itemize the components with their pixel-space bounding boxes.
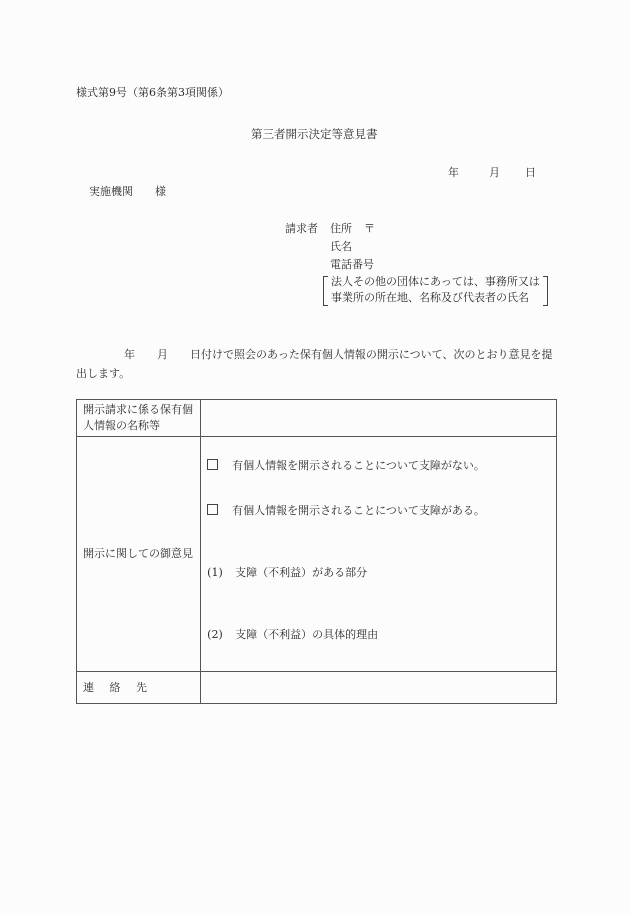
contact-input[interactable] bbox=[201, 672, 557, 704]
date-year: 年 bbox=[448, 166, 459, 179]
subitem-number: (2) bbox=[207, 628, 223, 641]
name-field[interactable]: 氏名 bbox=[330, 240, 352, 253]
option-text: 有個人情報を開示されることについて支障がない。 bbox=[232, 459, 485, 472]
table-row bbox=[77, 400, 557, 437]
note-line-1: 法人その他の団体にあっては、事務所又は bbox=[331, 275, 540, 288]
opinion-label: 開示に関しての御意見 bbox=[77, 437, 201, 672]
subitem-objection-reason[interactable] bbox=[207, 626, 378, 642]
postal-mark: 〒 bbox=[364, 222, 375, 235]
subitem-objection-part[interactable] bbox=[207, 564, 367, 580]
subitem-number: (1) bbox=[207, 566, 223, 579]
date-line bbox=[448, 164, 536, 180]
option-text: 有個人情報を開示されることについて支障がある。 bbox=[232, 504, 485, 517]
date-day: 日 bbox=[525, 166, 536, 179]
info-name-label: 開示請求に係る保有個人情報の名称等 bbox=[77, 400, 201, 437]
subitem-text: 支障（不利益）がある部分 bbox=[235, 566, 368, 579]
note-line-2: 事業所の所在地、名称及び代表者の氏名 bbox=[331, 291, 529, 304]
addressee bbox=[89, 183, 166, 199]
table-row bbox=[77, 672, 557, 704]
date-month: 月 bbox=[489, 166, 500, 179]
contact-label: 連 絡 先 bbox=[77, 672, 201, 704]
option-no-objection[interactable] bbox=[207, 457, 485, 473]
info-name-input[interactable] bbox=[201, 400, 557, 437]
opinion-cell bbox=[201, 437, 557, 672]
addressee-org: 実施機関 bbox=[89, 185, 133, 198]
corporate-note bbox=[321, 274, 550, 306]
table-row bbox=[77, 437, 557, 672]
addressee-honorific: 様 bbox=[155, 185, 166, 198]
statement bbox=[76, 345, 558, 383]
checkbox-icon[interactable] bbox=[207, 504, 218, 515]
address-field[interactable] bbox=[330, 220, 375, 238]
subitem-text: 支障（不利益）の具体的理由 bbox=[235, 628, 379, 641]
opinion-table bbox=[76, 399, 557, 704]
form-number: 様式第9号（第6条第3項関係） bbox=[76, 86, 229, 99]
statement-text: 日付けで照会のあった保有個人情報の開示について、次のとおり意見を提出します。 bbox=[76, 348, 553, 380]
page-title: 第三者開示決定等意見書 bbox=[251, 127, 378, 141]
phone-field[interactable]: 電話番号 bbox=[330, 258, 374, 271]
checkbox-icon[interactable] bbox=[207, 459, 218, 470]
statement-year: 年 bbox=[124, 348, 135, 361]
statement-month: 月 bbox=[157, 348, 168, 361]
option-objection[interactable] bbox=[207, 502, 485, 518]
requester-label: 請求者 bbox=[285, 222, 318, 235]
address-label: 住所 bbox=[330, 222, 352, 235]
